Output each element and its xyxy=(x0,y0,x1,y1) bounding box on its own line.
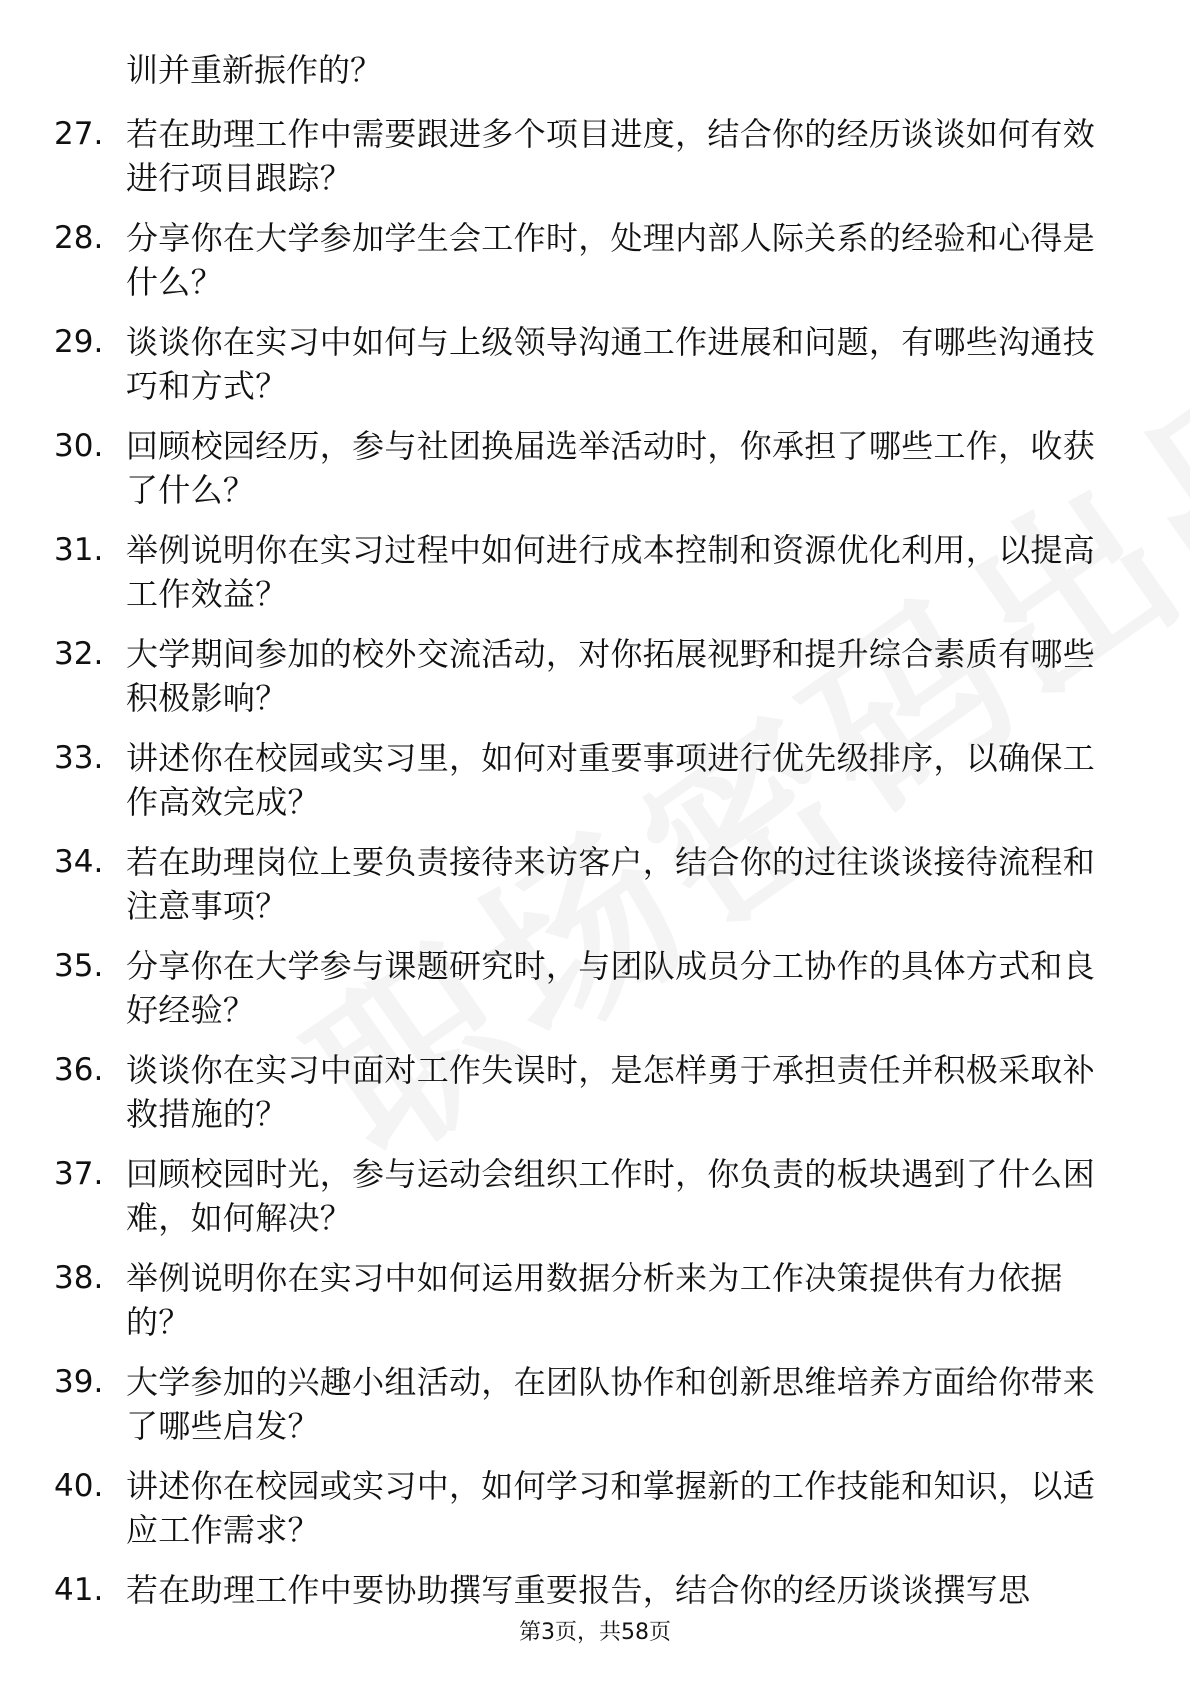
question-number: 33. xyxy=(54,740,104,776)
question-text: 大学参加的兴趣小组活动，在团队协作和创新思维培养方面给你带来了哪些启发？ xyxy=(126,1363,1096,1445)
question-text: 若在助理岗位上要负责接待来访客户，结合你的过往谈谈接待流程和注意事项？ xyxy=(126,843,1096,925)
question-item xyxy=(0,320,1190,424)
question-number: 29. xyxy=(54,324,104,360)
question-number: 27. xyxy=(54,116,104,152)
question-text: 回顾校园时光，参与运动会组织工作时，你负责的板块遇到了什么困难，如何解决？ xyxy=(126,1155,1096,1237)
question-item xyxy=(0,1464,1190,1568)
question-text: 讲述你在校园或实习里，如何对重要事项进行优先级排序，以确保工作高效完成？ xyxy=(126,739,1096,821)
question-text: 举例说明你在实习过程中如何进行成本控制和资源优化利用，以提高工作效益？ xyxy=(126,531,1096,613)
question-list xyxy=(0,112,1190,1672)
question-number: 41. xyxy=(54,1572,104,1608)
question-item xyxy=(0,736,1190,840)
question-text: 回顾校园经历，参与社团换届选举活动时，你承担了哪些工作，收获了什么？ xyxy=(126,427,1096,509)
question-number: 31. xyxy=(54,532,104,568)
question-text: 讲述你在校园或实习中，如何学习和掌握新的工作技能和知识，以适应工作需求？ xyxy=(126,1467,1096,1549)
continuation-text: 训并重新振作的？ xyxy=(126,51,383,89)
question-number: 34. xyxy=(54,844,104,880)
question-number: 35. xyxy=(54,948,104,984)
question-number: 40. xyxy=(54,1468,104,1504)
question-item xyxy=(0,1256,1190,1360)
question-item xyxy=(0,632,1190,736)
question-item xyxy=(0,1360,1190,1464)
question-text: 分享你在大学参加学生会工作时，处理内部人际关系的经验和心得是什么？ xyxy=(126,219,1096,301)
question-number: 38. xyxy=(54,1260,104,1296)
question-number: 37. xyxy=(54,1156,104,1192)
question-text: 若在助理工作中要协助撰写重要报告，结合你的经历谈谈撰写思 xyxy=(126,1571,1031,1609)
question-item xyxy=(0,944,1190,1048)
question-number: 39. xyxy=(54,1364,104,1400)
question-text: 若在助理工作中需要跟进多个项目进度，结合你的经历谈谈如何有效进行项目跟踪？ xyxy=(126,115,1096,197)
question-item xyxy=(0,112,1190,216)
question-item xyxy=(0,424,1190,528)
question-text: 分享你在大学参与课题研究时，与团队成员分工协作的具体方式和良好经验？ xyxy=(126,947,1096,1029)
question-number: 28. xyxy=(54,220,104,256)
page-footer: 第3页，共58页 xyxy=(519,1620,671,1645)
question-item xyxy=(0,840,1190,944)
question-number: 32. xyxy=(54,636,104,672)
question-text: 谈谈你在实习中面对工作失误时，是怎样勇于承担责任并积极采取补救措施的？ xyxy=(126,1051,1096,1133)
question-item xyxy=(0,1048,1190,1152)
question-number: 30. xyxy=(54,428,104,464)
question-item xyxy=(0,216,1190,320)
question-item xyxy=(0,528,1190,632)
question-number: 36. xyxy=(54,1052,104,1088)
question-item xyxy=(0,1152,1190,1256)
question-text: 谈谈你在实习中如何与上级领导沟通工作进展和问题，有哪些沟通技巧和方式？ xyxy=(126,323,1096,405)
question-text: 大学期间参加的校外交流活动，对你拓展视野和提升综合素质有哪些积极影响？ xyxy=(126,635,1096,717)
question-text: 举例说明你在实习中如何运用数据分析来为工作决策提供有力依据的？ xyxy=(126,1259,1063,1341)
